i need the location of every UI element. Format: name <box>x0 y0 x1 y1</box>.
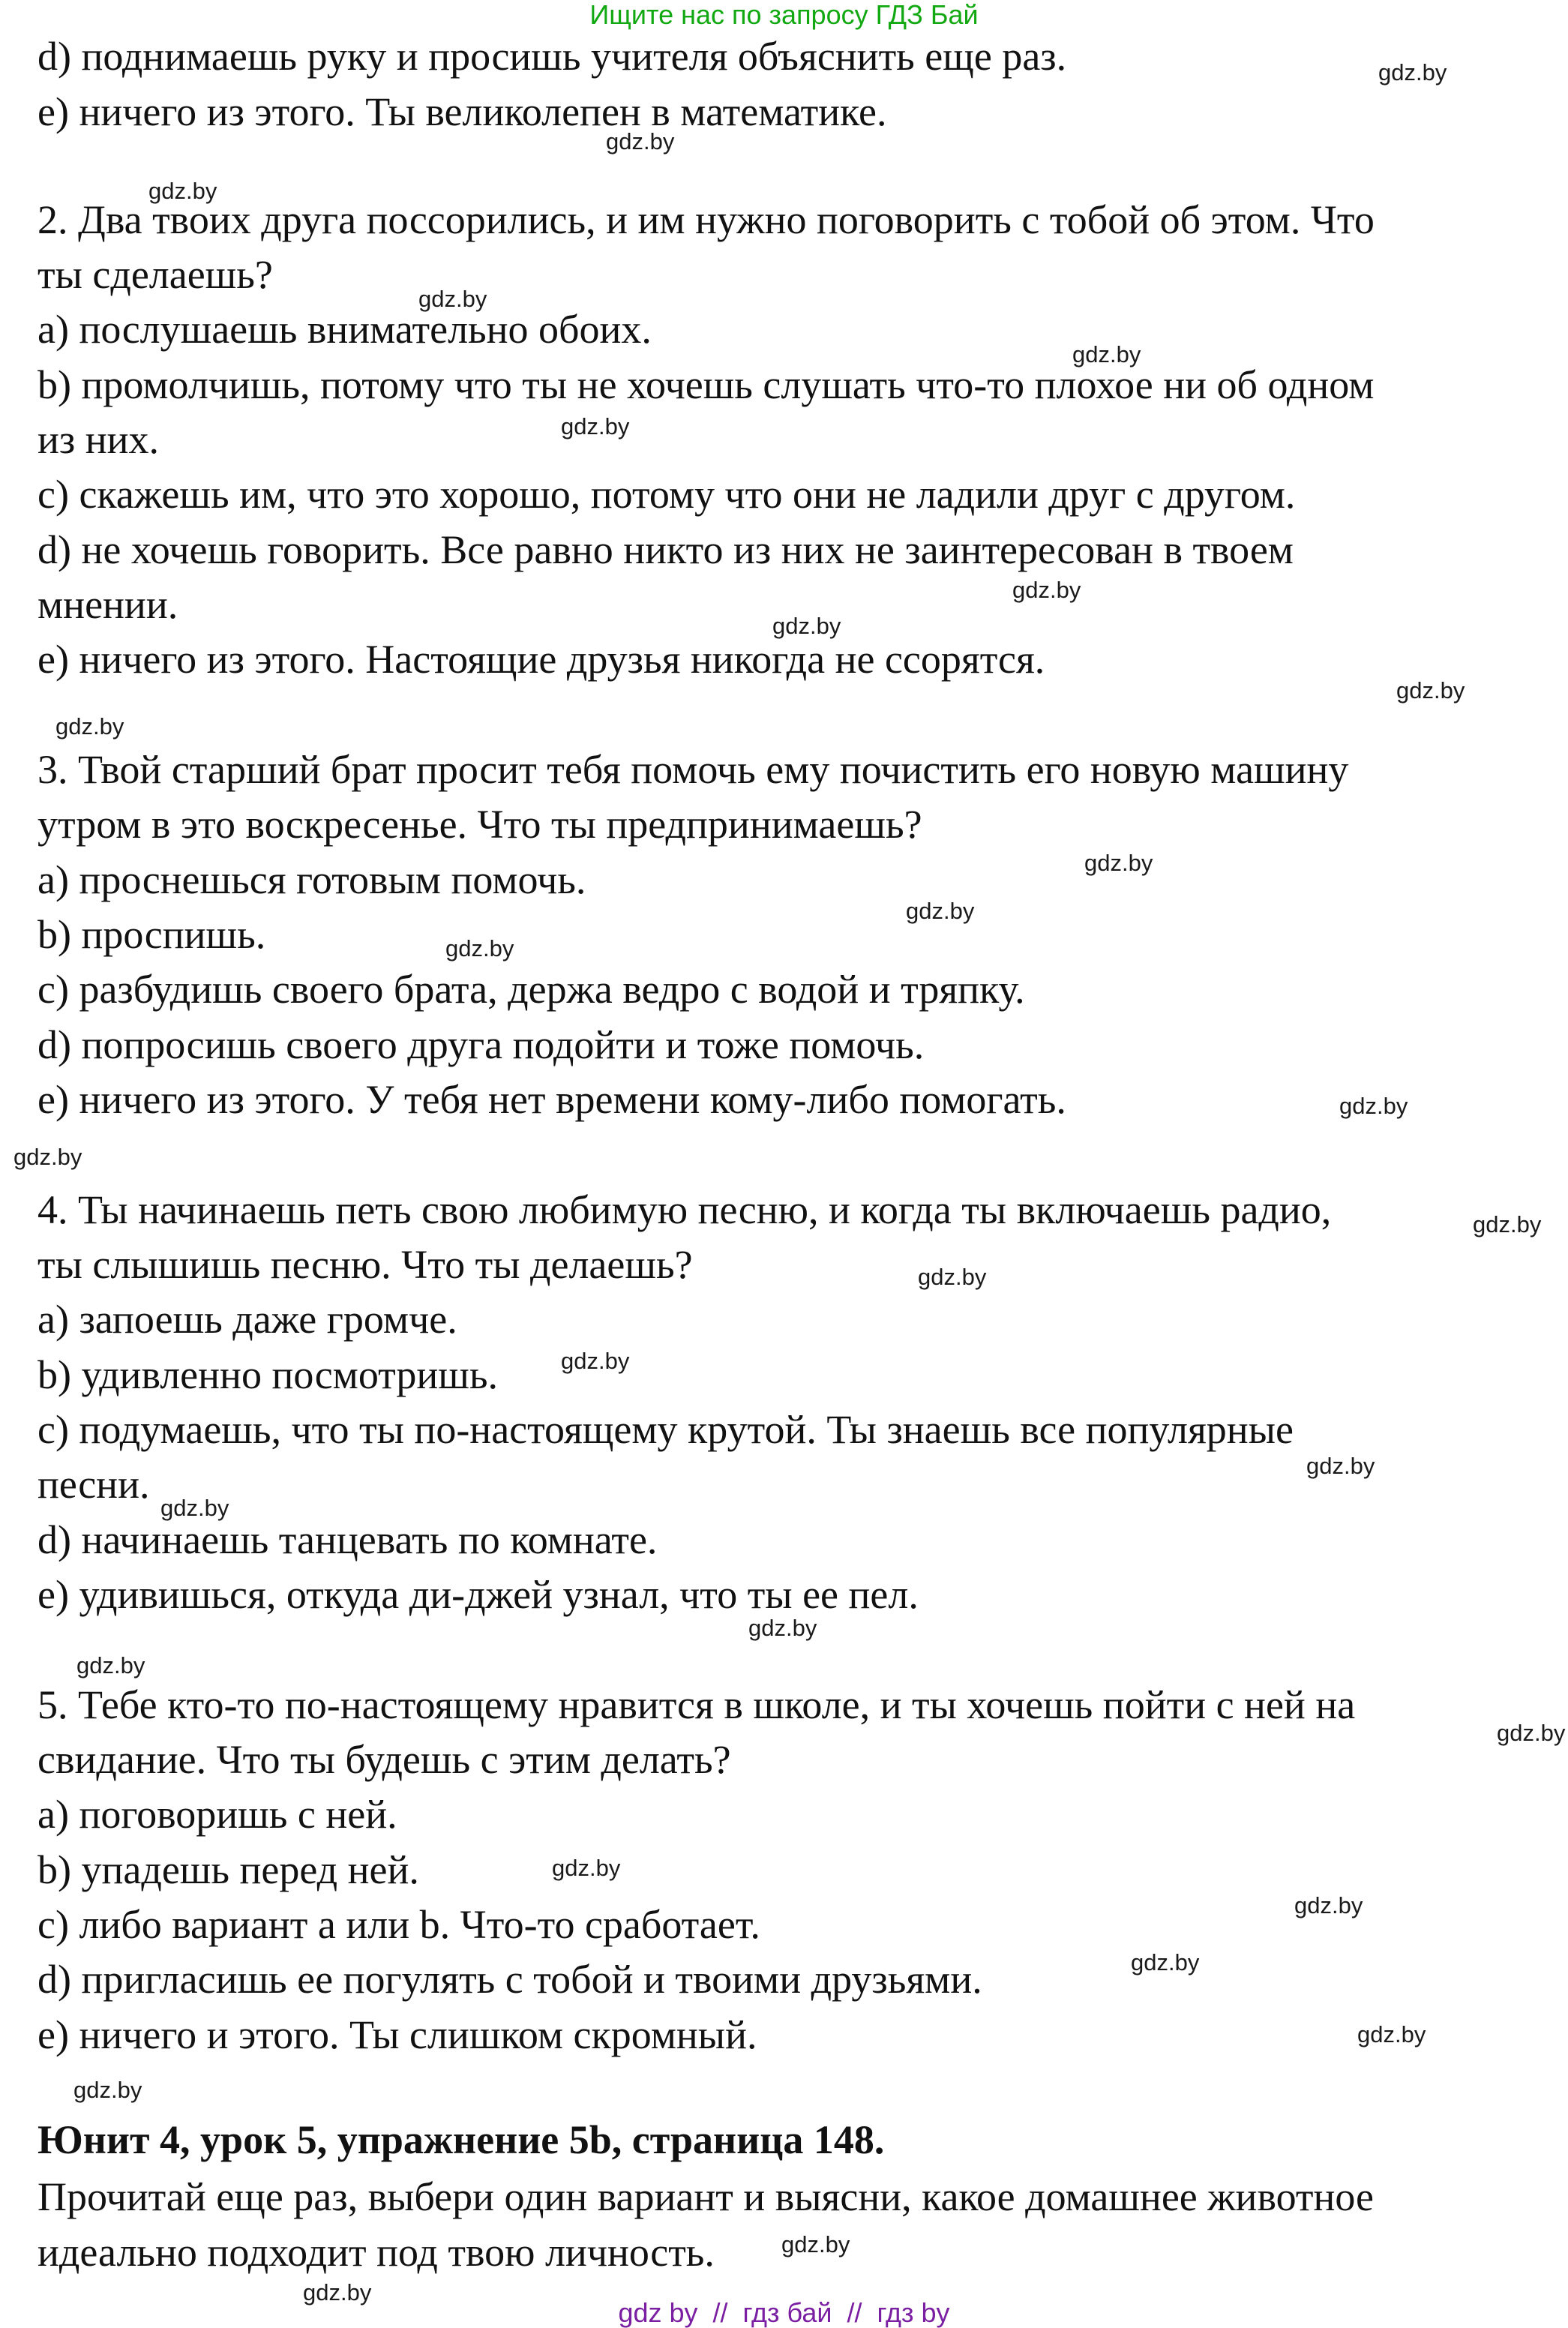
watermark: gdz.by <box>1012 577 1081 603</box>
q2-text-line2: ты сделаешь? <box>37 252 273 297</box>
footer-links: gdz by // гдз бай // гдз by <box>618 2297 950 2328</box>
q2-option-b-line1: b) промолчишь, потому что ты не хочешь слушать что-то плохое ни об одном <box>37 362 1375 407</box>
top-banner: Ищите нас по запросу ГДЗ Бай <box>589 0 979 30</box>
watermark: gdz.by <box>1072 341 1141 368</box>
q5-option-b: b) упадешь перед ней. <box>37 1847 419 1892</box>
watermark: gdz.by <box>1306 1453 1375 1479</box>
q4-option-c-line1: c) подумаешь, что ты по-настоящему крутой. Ты знаешь все популярные <box>37 1407 1294 1452</box>
q1-option-e: e) ничего из этого. Ты великолепен в математике. <box>37 89 887 134</box>
q3-option-e: e) ничего из этого. У тебя нет времени кому-либо помогать. <box>37 1077 1066 1122</box>
watermark: gdz.by <box>55 713 124 740</box>
section-text-line2: идеально подходит под твою личность. <box>37 2230 715 2275</box>
q3-option-a: a) проснешься готовым помочь. <box>37 857 586 902</box>
watermark: gdz.by <box>748 1615 817 1641</box>
q3-option-d: d) попросишь своего друга подойти и тоже помочь. <box>37 1022 925 1067</box>
watermark: gdz.by <box>606 128 675 154</box>
q5-option-d: d) пригласишь ее погулять с тобой и твоими друзьями. <box>37 1957 982 2002</box>
q3-option-c: c) разбудишь своего брата, держа ведро с водой и тряпку. <box>37 967 1025 1012</box>
watermark: gdz.by <box>781 2231 850 2258</box>
q2-option-e: e) ничего из этого. Настоящие друзья никогда не ссорятся. <box>37 637 1045 682</box>
watermark: gdz.by <box>73 2077 142 2103</box>
q4-option-c-line2: песни. <box>37 1462 150 1507</box>
q5-text-line1: 5. Тебе кто-то по-настоящему нравится в школе, и ты хочешь пойти с ней на <box>37 1682 1356 1727</box>
watermark: gdz.by <box>1339 1093 1408 1119</box>
watermark: gdz.by <box>303 2279 372 2306</box>
q5-text-line2: свидание. Что ты будешь с этим делать? <box>37 1737 731 1782</box>
q4-option-a: a) запоешь даже громче. <box>37 1297 457 1342</box>
watermark: gdz.by <box>552 1855 621 1881</box>
q2-option-d-line2: мнении. <box>37 582 178 627</box>
watermark: gdz.by <box>1497 1720 1566 1746</box>
q4-text-line2: ты слышишь песню. Что ты делаешь? <box>37 1242 693 1287</box>
watermark: gdz.by <box>13 1144 82 1170</box>
q5-option-c: c) либо вариант a или b. Что-то сработает. <box>37 1902 760 1947</box>
watermark: gdz.by <box>918 1264 987 1290</box>
watermark: gdz.by <box>445 935 514 962</box>
watermark: gdz.by <box>1473 1211 1542 1238</box>
q2-option-b-line2: из них. <box>37 417 160 462</box>
watermark: gdz.by <box>418 286 487 312</box>
watermark: gdz.by <box>906 898 975 924</box>
q2-text-line1: 2. Два твоих друга поссорились, и им нужно поговорить с тобой об этом. Что <box>37 197 1375 242</box>
watermark: gdz.by <box>1396 677 1465 704</box>
watermark: gdz.by <box>561 413 630 440</box>
q2-option-d-line1: d) не хочешь говорить. Все равно никто из них не заинтересован в твоем <box>37 527 1294 572</box>
watermark: gdz.by <box>1378 59 1447 86</box>
q4-text-line1: 4. Ты начинаешь петь свою любимую песню, и когда ты включаешь радио, <box>37 1187 1332 1232</box>
q5-option-a: a) поговоришь с ней. <box>37 1792 397 1837</box>
section-text-line1: Прочитай еще раз, выбери один вариант и выясни, какое домашнее животное <box>37 2174 1374 2219</box>
watermark: gdz.by <box>148 178 217 204</box>
q2-option-c: c) скажешь им, что это хорошо, потому что они не ладили друг с другом. <box>37 472 1296 517</box>
q4-option-e: e) удивишься, откуда ди-джей узнал, что ты ее пел. <box>37 1572 919 1617</box>
q4-option-d: d) начинаешь танцевать по комнате. <box>37 1517 658 1562</box>
q3-text-line2: утром в это воскресенье. Что ты предпринимаешь? <box>37 802 922 847</box>
watermark: gdz.by <box>1294 1892 1363 1918</box>
section-heading: Юнит 4, урок 5, упражнение 5b, страница 148. <box>37 2117 885 2162</box>
watermark: gdz.by <box>1084 850 1153 876</box>
watermark: gdz.by <box>772 613 841 639</box>
q5-option-e: e) ничего и этого. Ты слишком скромный. <box>37 2012 757 2057</box>
q2-option-a: a) послушаешь внимательно обоих. <box>37 307 652 352</box>
q3-text-line1: 3. Твой старший брат просит тебя помочь ему почистить его новую машину <box>37 747 1349 792</box>
watermark: gdz.by <box>160 1495 229 1521</box>
watermark: gdz.by <box>1357 2021 1426 2048</box>
q1-option-d: d) поднимаешь руку и просишь учителя объяснить еще раз. <box>37 34 1067 79</box>
watermark: gdz.by <box>76 1652 145 1678</box>
q4-option-b: b) удивленно посмотришь. <box>37 1352 498 1397</box>
watermark: gdz.by <box>561 1348 630 1374</box>
q3-option-b: b) проспишь. <box>37 912 266 957</box>
watermark: gdz.by <box>1131 1949 1200 1976</box>
